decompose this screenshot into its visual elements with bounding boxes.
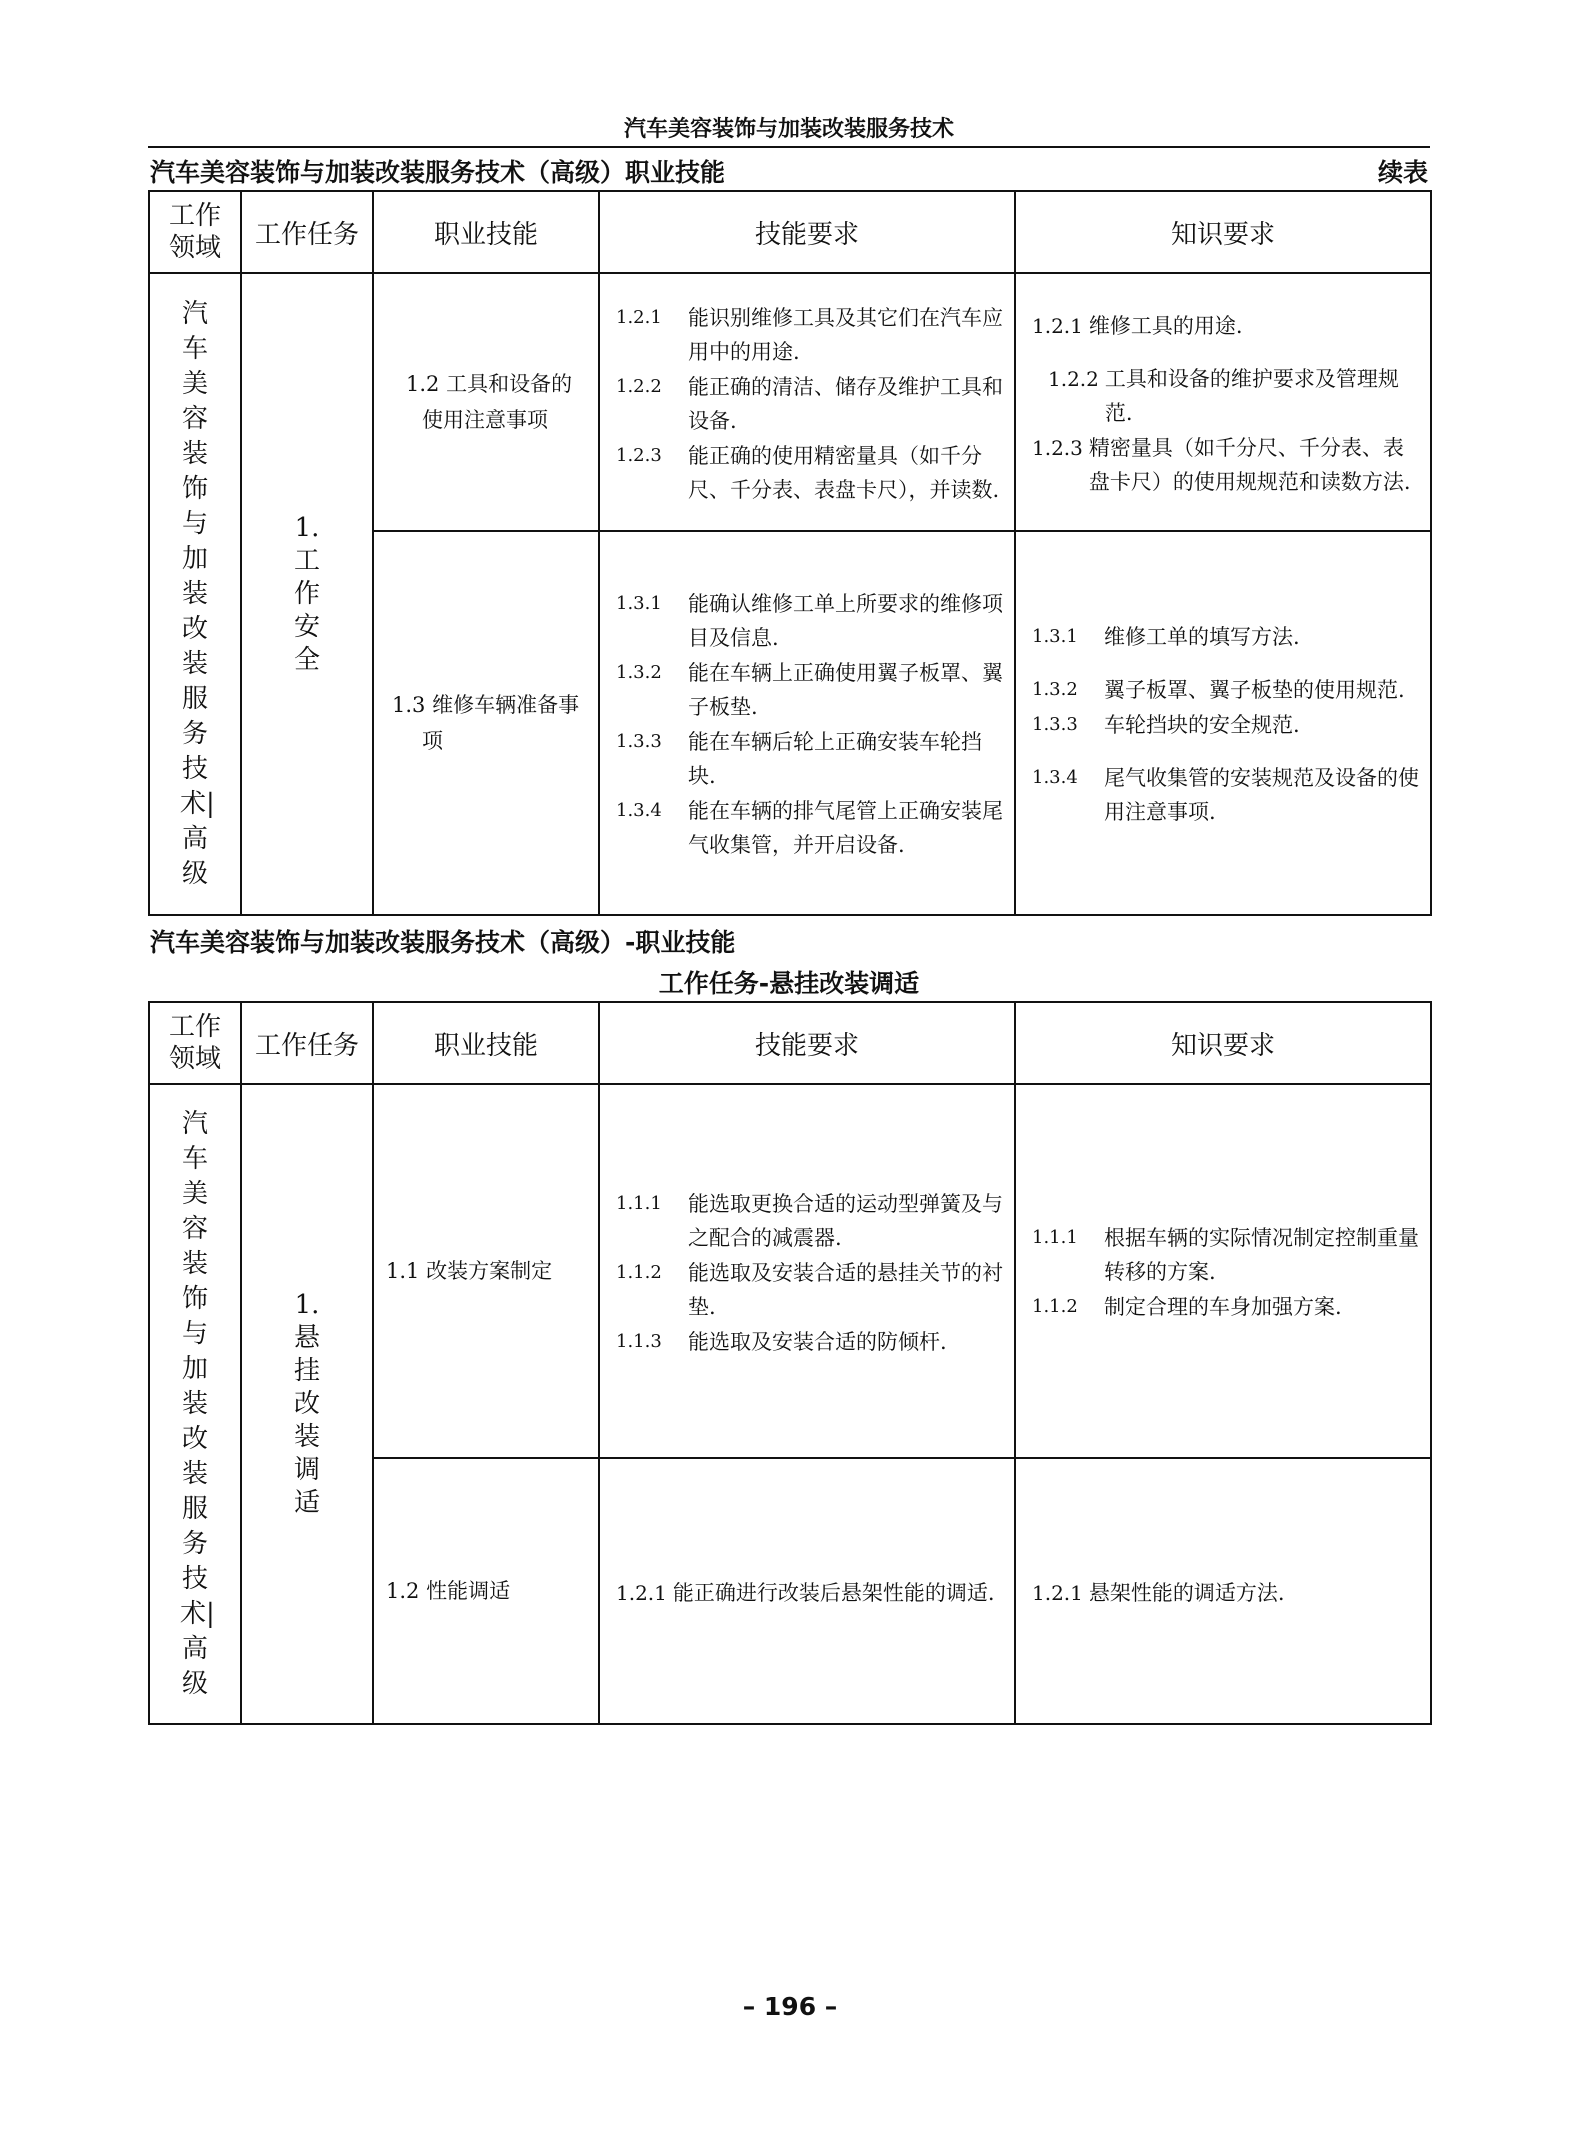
table1	[148, 190, 1432, 916]
domain-text: 汽车美容装饰与加装改装服务技术|高级	[180, 1108, 215, 1699]
list-item: 1.2.2 工具和设备的维护要求及管理规范.	[1048, 366, 1399, 425]
list-item: 1.3.4 尾气收集管的安装规范及设备的使用注意事项.	[1032, 766, 1419, 824]
knowledge-requirements-cell	[1015, 1458, 1431, 1724]
running-head: 汽车美容装饰与加装改装服务技术	[623, 117, 954, 142]
list-item: 1.1.2 制定合理的车身加强方案.	[1032, 1295, 1342, 1319]
table-row	[149, 273, 1431, 531]
skill-requirements-cell	[599, 1458, 1015, 1724]
list-item: 1.2.3 精密量具（如千分尺、千分表、表盘卡尺）的使用规规范和读数方法.	[1032, 435, 1411, 494]
header-rule	[148, 146, 1430, 148]
domain-cell	[149, 1084, 241, 1724]
list-item: 1.2.1 能识别维修工具及其它们在汽车应用中的用途.	[616, 305, 1003, 364]
list-item: 1.3.3 能在车辆后轮上正确安装车轮挡块.	[616, 730, 982, 788]
task-cell	[241, 273, 373, 915]
header-skill: 职业技能	[373, 1002, 599, 1084]
table2-caption: 汽车美容装饰与加装改装服务技术（高级）-职业技能	[150, 928, 736, 957]
table1-header-row	[149, 191, 1431, 273]
table-row	[149, 1084, 1431, 1458]
header-task: 工作任务	[241, 1002, 373, 1084]
header-domain: 工作领域	[149, 1002, 241, 1084]
skill-requirements-cell	[599, 1084, 1015, 1458]
skill-cell	[373, 531, 599, 915]
skill-text: 1.1 改装方案制定	[386, 1259, 553, 1283]
table2	[148, 1001, 1432, 1725]
continued-label: 续表	[1377, 158, 1428, 187]
skill-requirements-cell	[599, 273, 1015, 531]
list-item: 1.3.1 维修工单的填写方法.	[1032, 625, 1300, 649]
header-task: 工作任务	[241, 191, 373, 273]
list-item: 1.2.1 悬架性能的调适方法.	[1032, 1580, 1285, 1605]
task-cell	[241, 1084, 373, 1724]
list-item: 1.3.2 能在车辆上正确使用翼子板罩、翼子板垫.	[616, 661, 1003, 719]
list-item: 1.1.1 能选取更换合适的运动型弹簧及与之配合的减震器.	[616, 1191, 1003, 1250]
page-number: – 196 –	[742, 1992, 838, 2021]
list-item: 1.3.1 能确认维修工单上所要求的维修项目及信息.	[616, 592, 1003, 650]
list-item: 1.1.2 能选取及安装合适的悬挂关节的衬垫.	[616, 1260, 1003, 1319]
table1-caption: 汽车美容装饰与加装改装服务技术（高级）职业技能	[150, 158, 726, 187]
list-item: 1.3.3 车轮挡块的安全规范.	[1032, 713, 1300, 737]
list-item: 1.2.1 维修工具的用途.	[1032, 313, 1243, 338]
skill-cell	[373, 1084, 599, 1458]
skill-requirements-cell	[599, 531, 1015, 915]
list-item: 1.2.1 能正确进行改装后悬架性能的调适.	[616, 1580, 995, 1605]
table2-header-row	[149, 1002, 1431, 1084]
skill-cell	[373, 1458, 599, 1724]
list-item: 1.3.4 能在车辆的排气尾管上正确安装尾气收集管，并开启设备.	[616, 799, 1003, 857]
domain-text: 汽车美容装饰与加装改装服务技术|高级	[180, 298, 215, 889]
skill-cell	[373, 273, 599, 531]
list-item: 1.2.2 能正确的清洁、储存及维护工具和设备.	[616, 374, 1003, 433]
skill-text: 1.2 性能调适	[386, 1579, 511, 1603]
task-text: 1.悬挂改装调适	[293, 1289, 320, 1518]
knowledge-requirements-cell	[1015, 531, 1431, 915]
knowledge-requirements-cell	[1015, 1084, 1431, 1458]
header-skill: 职业技能	[373, 191, 599, 273]
skill-text: 1.2 工具和设备的使用注意事项	[406, 372, 573, 432]
header-knowledge-requirements: 知识要求	[1015, 191, 1431, 273]
task-text: 1.工作安全	[293, 512, 320, 675]
header-skill-requirements: 技能要求	[599, 1002, 1015, 1084]
header-knowledge-requirements: 知识要求	[1015, 1002, 1431, 1084]
domain-cell	[149, 273, 241, 915]
list-item: 1.2.3 能正确的使用精密量具（如千分尺、千分表、表盘卡尺），并读数.	[616, 443, 1000, 502]
table2-subcaption: 工作任务-悬挂改装调适	[658, 969, 920, 998]
list-item: 1.3.2 翼子板罩、翼子板垫的使用规范.	[1032, 678, 1405, 702]
list-item: 1.1.1 根据车辆的实际情况制定控制重量转移的方案.	[1032, 1226, 1419, 1284]
knowledge-requirements-cell	[1015, 273, 1431, 531]
header-domain: 工作领域	[149, 191, 241, 273]
list-item: 1.1.3 能选取及安装合适的防倾杆.	[616, 1329, 947, 1354]
header-skill-requirements: 技能要求	[599, 191, 1015, 273]
skill-text: 1.3 维修车辆准备事项	[392, 693, 580, 753]
